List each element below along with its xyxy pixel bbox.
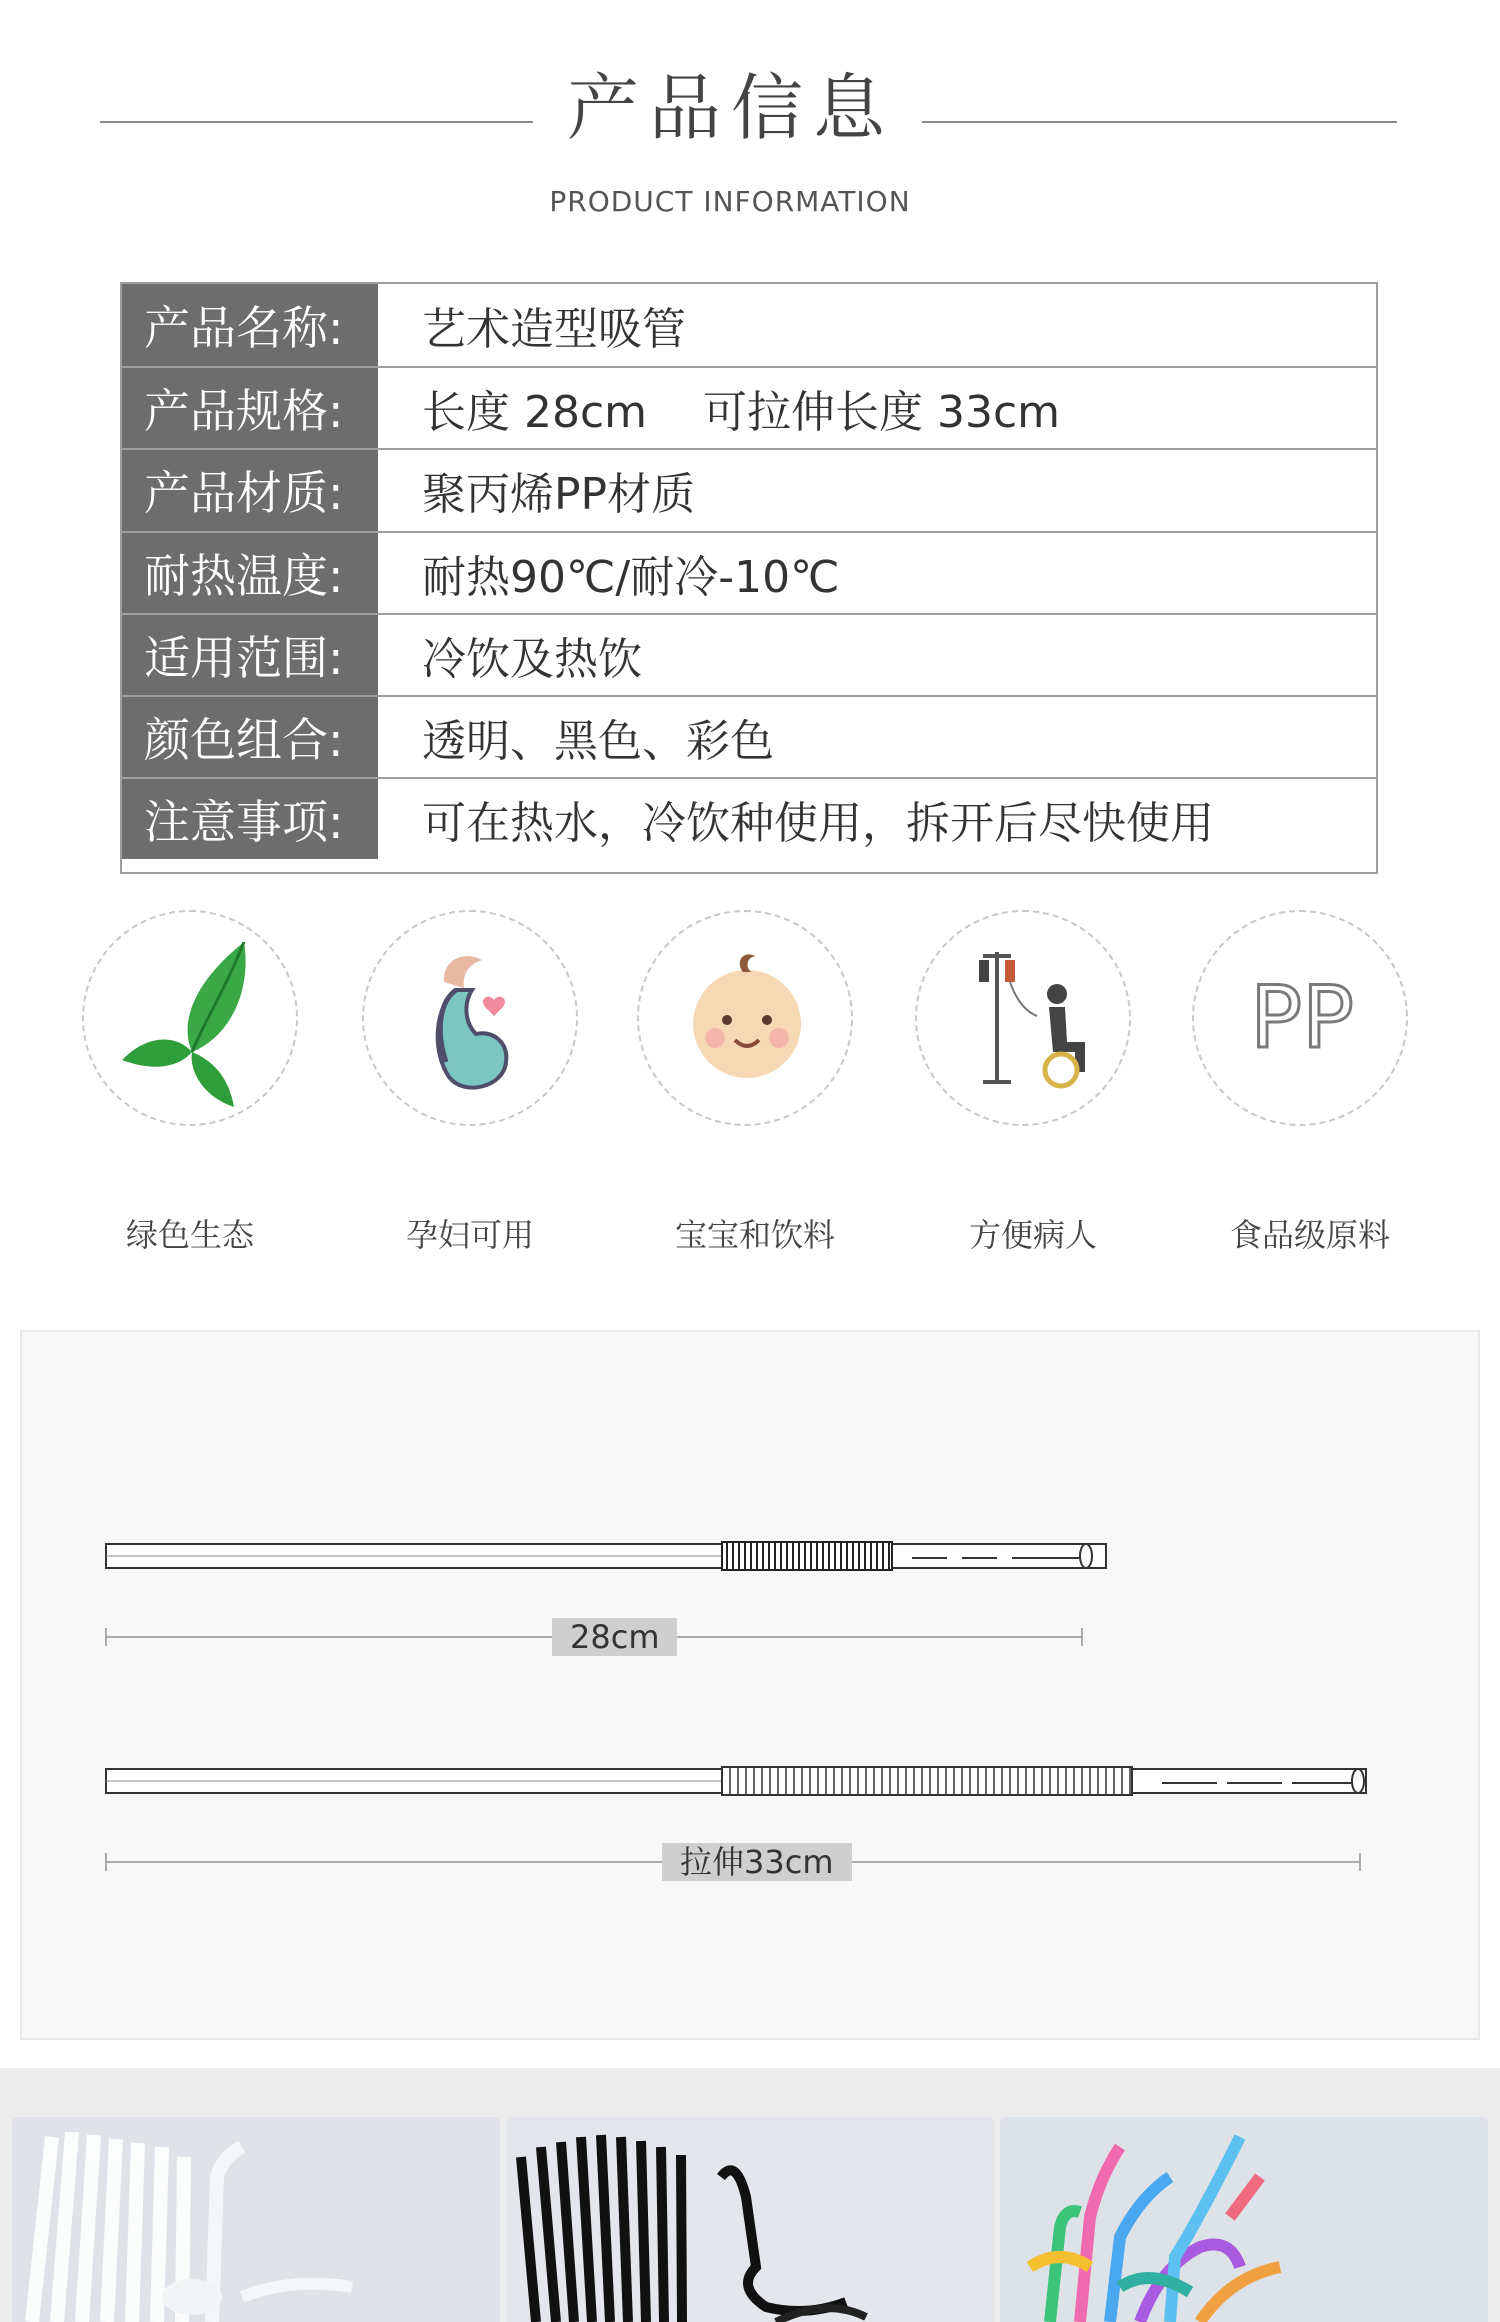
patient-iv-icon (917, 912, 1133, 1128)
header-divider-left (100, 121, 533, 123)
spec-value: 长度 28cm 可拉伸长度 33cm (422, 387, 1060, 439)
spec-row-usage (122, 613, 1376, 695)
spec-value: 耐热90℃/耐冷-10℃ (422, 551, 840, 603)
spec-row-name (122, 284, 1376, 366)
feature-label: 孕妇可用 (405, 1216, 534, 1254)
spec-table (120, 282, 1378, 874)
section-title: 产品信息 (566, 66, 895, 150)
baby-face-icon (639, 912, 855, 1128)
spec-value: 透明、黑色、彩色 (422, 716, 774, 768)
color-straws-image (1000, 2117, 1488, 2322)
spec-label: 产品材质: (122, 450, 378, 530)
straw-diagram-svg (22, 1332, 1478, 2038)
icon-circle (1192, 910, 1408, 1126)
spec-value: 可在热水，冷饮种使用，拆开后尽快使用 (422, 798, 1214, 850)
photo-color-straws (1000, 2117, 1488, 2322)
feature-pregnant (360, 910, 580, 1126)
clear-straws-image (12, 2117, 500, 2322)
feature-patient (913, 910, 1133, 1126)
spec-label: 颜色组合: (122, 697, 378, 777)
photo-black-straws (506, 2117, 994, 2322)
spec-row-colors (122, 695, 1376, 777)
feature-label: 食品级原料 (1229, 1216, 1390, 1254)
spec-label: 产品规格: (122, 368, 378, 448)
feature-label: 绿色生态 (125, 1216, 254, 1254)
section-subtitle: PRODUCT INFORMATION (549, 185, 911, 218)
spec-value: 艺术造型吸管 (422, 304, 686, 356)
spec-value: 冷饮及热饮 (422, 633, 642, 685)
pp-material-icon (1194, 912, 1410, 1128)
icon-circle (915, 910, 1131, 1126)
straw-long (106, 1767, 1366, 1795)
black-straws-image (506, 2117, 994, 2322)
spec-row-material (122, 448, 1376, 530)
feature-eco (80, 910, 300, 1126)
pregnant-woman-icon (364, 912, 580, 1128)
header-divider-right (922, 121, 1397, 123)
straw-short (106, 1542, 1106, 1570)
spec-label: 适用范围: (122, 615, 378, 695)
icon-circle (82, 910, 298, 1126)
icon-circle (637, 910, 853, 1126)
feature-foodgrade (1190, 910, 1410, 1126)
length-label-long: 拉伸33cm (662, 1843, 852, 1881)
feature-label: 宝宝和饮料 (674, 1216, 835, 1254)
spec-value: 聚丙烯PP材质 (422, 469, 696, 521)
feature-baby (635, 910, 855, 1126)
feature-label: 方便病人 (968, 1216, 1097, 1254)
spec-label: 注意事项: (122, 779, 378, 859)
spec-label: 产品名称: (122, 284, 378, 366)
length-label-short: 28cm (552, 1618, 677, 1656)
photo-clear-straws (12, 2117, 500, 2322)
spec-row-size (122, 366, 1376, 448)
spec-label: 耐热温度: (122, 533, 378, 613)
spec-row-temperature (122, 531, 1376, 613)
length-diagram (20, 1330, 1480, 2040)
icon-circle (362, 910, 578, 1126)
spec-row-notes (122, 777, 1376, 859)
leaf-icon (84, 912, 300, 1128)
pp-text: PP (1250, 968, 1354, 1068)
